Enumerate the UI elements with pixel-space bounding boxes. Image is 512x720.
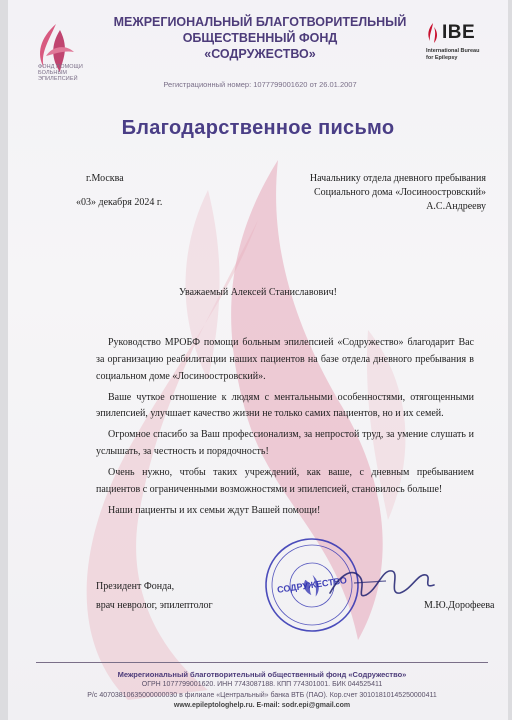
ibe-flame-icon <box>426 22 440 44</box>
footer-contacts: www.epileptologhelp.ru. E-mail: sodr.epi@gmail.com <box>173 702 351 709</box>
signer-name: М.Ю.Дорофеева <box>424 600 495 611</box>
body-paragraph: Руководство МРОБФ помощи больным эпилепсией «Содружество» благодарит Вас за организацию реабилитации наших пациентов на базе отдела дневного пребывания в социальном доме «Лосиноостровский». <box>96 337 474 382</box>
footer-registration: ОГРН 1077799001620. ИНН 7743087188. КПП 774301001. БИК 044525411 <box>141 681 383 688</box>
org-name-line3: «СОДРУЖЕСТВО» <box>204 47 316 61</box>
registration-number: Регистрационный номер: 1077799001620 от 26.01.2007 <box>163 80 357 89</box>
addressee-line3: А.С.Андрееву <box>426 201 486 212</box>
ibe-caption-line1: International Bureau <box>426 48 480 54</box>
ibe-caption-line2: for Epilepsy <box>426 54 458 61</box>
body-paragraph: Очень нужно, чтобы таких учреждений, как ваше, с дневным пребыванием пациентов с ограниченными возможностями и эпилепсией, становилось больше! <box>96 467 474 495</box>
footer-divider <box>36 662 488 663</box>
footer <box>36 669 488 712</box>
org-name-line2: ОБЩЕСТВЕННЫЙ ФОНД <box>182 31 338 45</box>
org-name-line1: МЕЖРЕГИОНАЛЬНЫЙ БЛАГОТВОРИТЕЛЬНЫЙ <box>113 15 407 29</box>
letter-page <box>8 0 508 720</box>
city: г.Москва <box>86 173 124 184</box>
letter-date: «03» декабря 2024 г. <box>76 197 163 208</box>
stamp-text: СОДРУЖЕСТВО <box>276 575 348 595</box>
ibe-caption <box>426 48 496 61</box>
signer-title-line2: врач невролог, эпилептолог <box>96 600 213 611</box>
greeting: Уважаемый Алексей Станиславович! <box>179 287 337 298</box>
body-paragraph: Огромное спасибо за Ваш профессионализм, за непростой труд, за умение слушать и услышать, за честность и порядочность! <box>96 429 474 458</box>
signer-title-line1: Президент Фонда, <box>96 581 175 592</box>
addressee-line1: Начальнику отдела дневного пребывания <box>309 173 486 184</box>
footer-bank-details: Р/с 40703810635000000030 в филиале «Центральный» банка ВТБ (ПАО). Кор.счет 30101810145250000411 <box>87 691 437 699</box>
addressee <box>258 172 486 214</box>
addressee-line2: Социального дома «Лосиноостровский» <box>313 187 486 198</box>
footer-org-name: Межрегиональный благотворительный общественный фонд «Содружество» <box>117 670 407 679</box>
body-paragraph: Ваше чуткое отношение к людям с ментальными особенностями, отягощенными эпилепсией, улучшает качество жизни не только самих пациентов, но и их семей. <box>96 391 474 420</box>
logo-caption: ФОНД ПОМОЩИ БОЛЬНЫМ ЭПИЛЕПСИЕЙ <box>38 64 83 82</box>
foundation-flame-logo-icon <box>26 16 98 94</box>
organization-name <box>100 14 420 62</box>
letter-body <box>96 335 474 524</box>
handwritten-signature <box>326 555 438 609</box>
document-title: Благодарственное письмо <box>121 117 395 139</box>
body-paragraph: Наши пациенты и их семьи ждут Вашей помощи! <box>108 504 321 516</box>
ibe-logo: IBE <box>442 22 476 43</box>
